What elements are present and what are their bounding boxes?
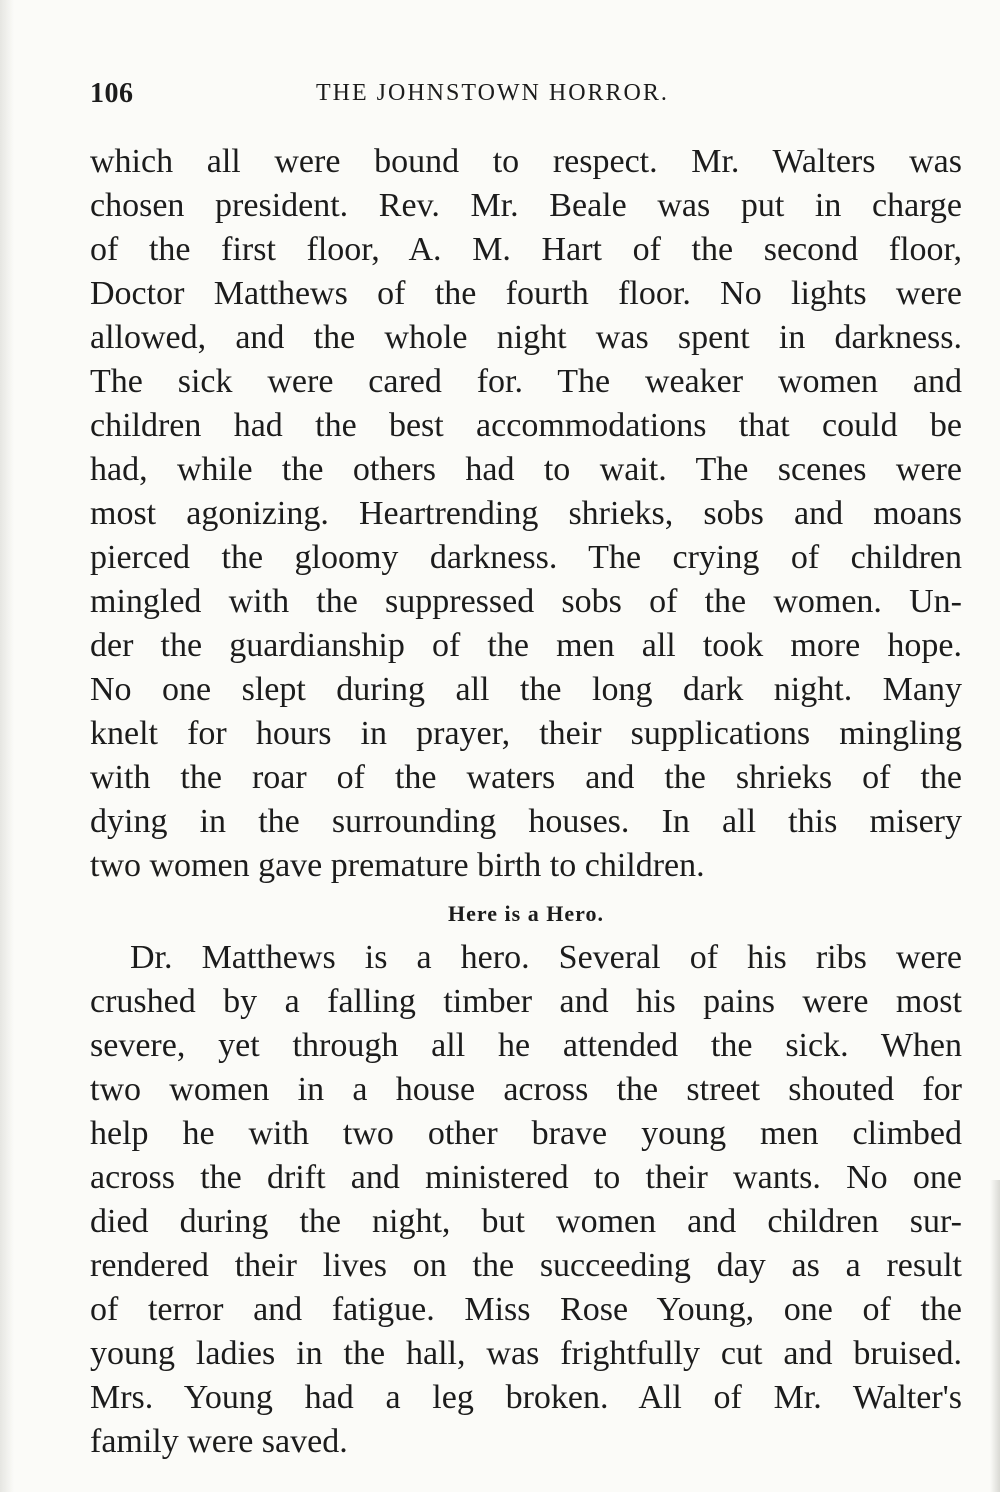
section-heading: Here is a Hero.	[448, 901, 604, 926]
text-line: Mrs. Young had a leg broken. All of Mr. Walter's	[90, 1379, 962, 1416]
text-line: knelt for hours in prayer, their supplications mingling	[90, 715, 962, 752]
text-line: rendered their lives on the succeeding day as a result	[90, 1247, 962, 1284]
text-line: The sick were cared for. The weaker women and	[90, 363, 962, 400]
text-line: allowed, and the whole night was spent in darkness.	[90, 319, 962, 356]
page-edge-shadow	[0, 0, 14, 1492]
text-line: of terror and fatigue. Miss Rose Young, one of the	[90, 1291, 962, 1328]
page-number: 106	[90, 78, 134, 109]
text-line: with the roar of the waters and the shrieks of the	[90, 759, 962, 796]
text-line: crushed by a falling timber and his pains were most	[90, 983, 962, 1020]
text-line: most agonizing. Heartrending shrieks, sobs and moans	[90, 495, 962, 532]
paragraph-hero	[90, 936, 962, 1464]
text-line: died during the night, but women and children sur-	[90, 1203, 962, 1240]
paragraph-continued	[90, 140, 962, 888]
text-line: severe, yet through all he attended the sick. When	[90, 1027, 962, 1064]
text-line: which all were bound to respect. Mr. Walters was	[90, 143, 962, 180]
text-line: of the first floor, A. M. Hart of the second floor,	[90, 231, 962, 268]
text-line: family were saved.	[90, 1423, 348, 1460]
text-line: two women gave premature birth to children.	[90, 847, 705, 884]
text-line: young ladies in the hall, was frightfully cut and bruised.	[90, 1335, 962, 1372]
text-line: had, while the others had to wait. The scenes were	[90, 451, 962, 488]
page-header	[90, 72, 962, 116]
text-line: Doctor Matthews of the fourth floor. No lights were	[90, 275, 962, 312]
text-line: dying in the surrounding houses. In all this misery	[90, 803, 962, 840]
text-line: children had the best accommodations that could be	[90, 407, 962, 444]
text-line: No one slept during all the long dark night. Many	[90, 671, 962, 708]
text-line: two women in a house across the street shouted for	[90, 1071, 962, 1108]
text-line: chosen president. Rev. Mr. Beale was put in charge	[90, 187, 962, 224]
running-title: THE JOHNSTOWN HORROR.	[316, 80, 669, 106]
text-line: pierced the gloomy darkness. The crying of children	[90, 539, 962, 576]
text-line: mingled with the suppressed sobs of the women. Un-	[90, 583, 962, 620]
text-line: help he with two other brave young men climbed	[90, 1115, 962, 1152]
text-line: Dr. Matthews is a hero. Several of his ribs were	[130, 939, 962, 976]
text-line: across the drift and ministered to their wants. No one	[90, 1159, 962, 1196]
text-line: der the guardianship of the men all took more hope.	[90, 627, 962, 664]
page-edge-shadow-right	[990, 1180, 1000, 1492]
